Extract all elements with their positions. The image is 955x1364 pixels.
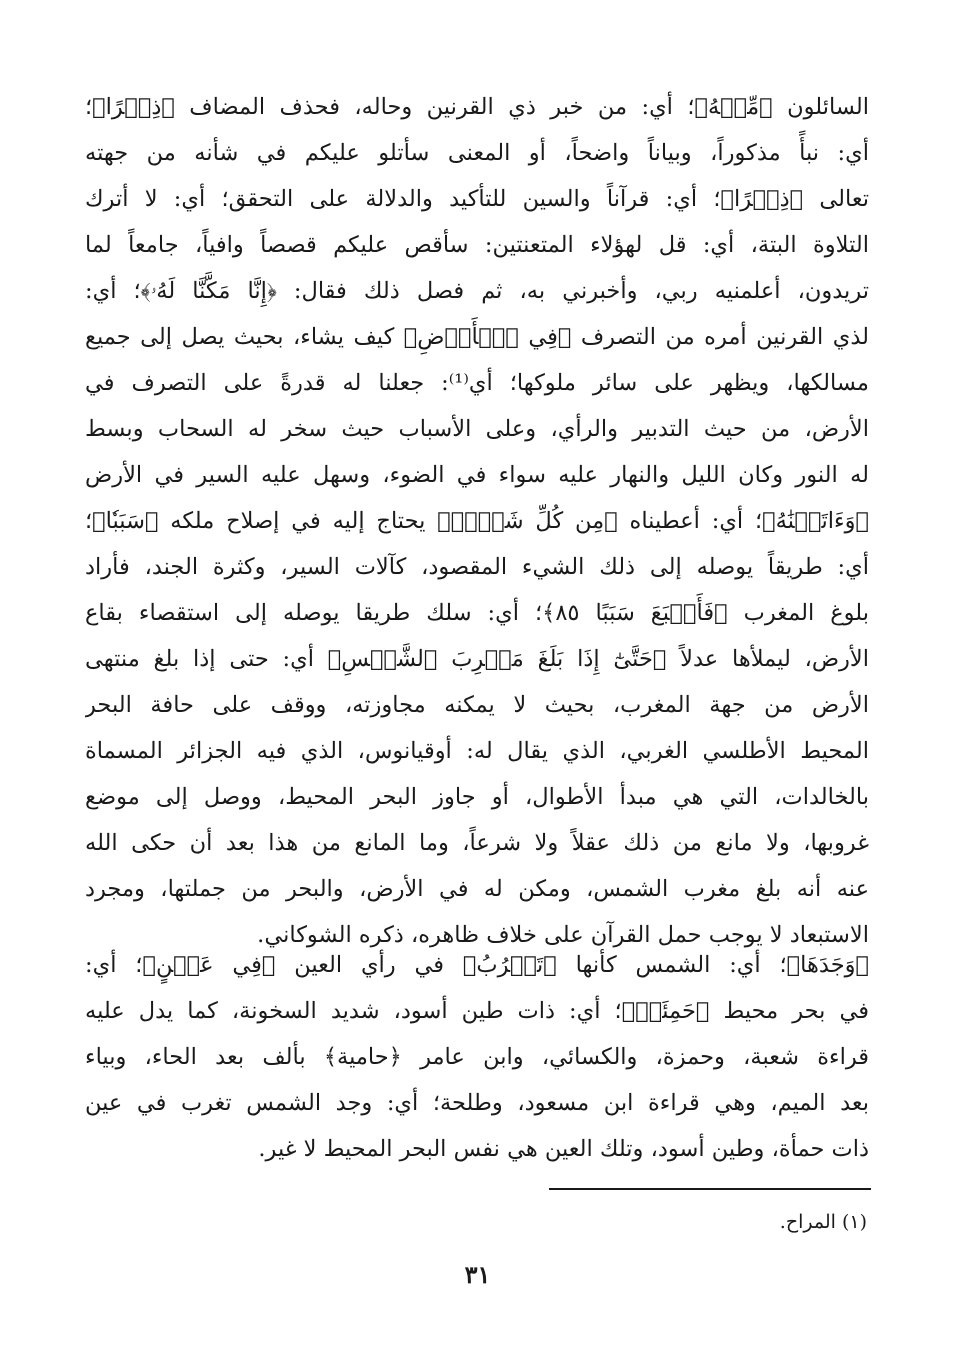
text-line: في بحر محيط ﴿حَمِئَةٖ﴾؛ أي: ذات طين أسود، شديد السخونة، كما يدل عليه	[85, 998, 869, 1024]
text-line: ذات حمأة، وطين أسود، وتلك العين هي نفس البحر المحيط لا غير.	[258, 1136, 869, 1162]
text-line: أي: طريقاً يوصله إلى ذلك الشيء المقصود، كآلات السير، وكثرة الجند، فأراد	[85, 554, 869, 580]
text-line: عنه أنه بلغ مغرب الشمس، ومكن له في الأرض، والبحر من جملتها، ومجرد	[85, 876, 869, 902]
text-line: لذي القرنين أمره من التصرف ﴿فِي ٱلۡأَرۡضِ﴾ كيف يشاء، بحيث يصل إلى جميع	[85, 324, 869, 350]
text-line: بعد الميم، وهي قراءة ابن مسعود، وطلحة؛ أي: وجد الشمس تغرب في عين	[85, 1090, 869, 1116]
text-line: مسالكها، ويظهر على سائر ملوكها؛ أي⁽¹⁾: جعلنا له قدرةً على التصرف في	[85, 370, 869, 396]
footnote-divider	[549, 1188, 871, 1190]
text-line: الأرض من جهة المغرب، بحيث لا يمكنه مجاوزته، ووقف على حافة البحر	[85, 692, 869, 718]
text-line: تعالى ﴿ذِكۡرًا﴾؛ أي: قرآناً والسين للتأكيد والدلالة على التحقق؛ أي: لا أترك	[85, 186, 869, 212]
text-line: تريدون، أعلمنيه ربي، وأخبرني به، ثم فصل ذلك فقال: ﴿إِنَّا مَكَّنَّا لَهُۥ﴾؛ أي:	[85, 278, 869, 304]
footnote: (١) المراح.	[779, 1211, 867, 1233]
page-number: ٣١	[464, 1260, 491, 1289]
text-line: ﴿وَجَدَهَا﴾؛ أي: الشمس كأنها ﴿تَغۡرُبُ﴾ في رأي العين ﴿فِي عَيۡنٍ﴾؛ أي:	[85, 952, 869, 978]
text-line: قراءة شعبة، وحمزة، والكسائي، وابن عامر ﴿حامية﴾ بألف بعد الحاء، وبياء	[85, 1044, 869, 1070]
text-line: أي: نبأً مذكوراً، وبياناً واضحاً، أو المعنى سأتلو عليكم في شأنه من جهته	[85, 140, 869, 166]
text-line: بلوغ المغرب ﴿فَأَتۡبَعَ سَبَبًا ٨٥﴾؛ أي: سلك طريقا يوصله إلى استقصاء بقاع	[85, 600, 869, 626]
text-line: الاستبعاد لا يوجب حمل القرآن على خلاف ظاهره، ذكره الشوكاني.	[257, 922, 869, 948]
text-line: بالخالدات، التي هي مبدأ الأطوال، أو جاوز البحر المحيط، ووصل إلى موضع	[85, 784, 869, 810]
text-line: ﴿وَءَاتَيۡنَٰهُ﴾؛ أي: أعطيناه ﴿مِن كُلِّ شَيۡءٖ﴾ يحتاج إليه في إصلاح ملكه ﴿سَبَبٗا﴾؛	[85, 508, 869, 534]
text-line: له النور وكان الليل والنهار عليه سواء في الضوء، وسهل عليه السير في الأرض	[85, 462, 869, 488]
text-line: السائلون ﴿مِّنۡهُ﴾؛ أي: من خبر ذي القرنين وحاله، فحذف المضاف ﴿ذِكۡرًا﴾؛	[85, 94, 869, 120]
second-paragraph	[85, 942, 869, 1172]
text-line: المحيط الأطلسي الغربي، الذي يقال له: أوقيانوس، الذي فيه الجزائر المسماة	[85, 738, 869, 764]
main-paragraph	[85, 84, 869, 958]
text-line: التلاوة البتة، أي: قل لهؤلاء المتعنتين: سأقص عليكم قصصاً وافياً، جامعاً لما	[85, 232, 869, 258]
text-line: غروبها، ولا مانع من ذلك عقلاً ولا شرعاً، وما المانع من هذا بعد أن حكى الله	[85, 830, 869, 856]
text-line: الأرض، ليملأها عدلاً ﴿حَتَّىٰٓ إِذَا بَلَغَ مَغۡرِبَ ٱلشَّمۡسِ﴾ أي: حتى إذا بلغ منتهى	[85, 646, 869, 672]
text-line: الأرض، من حيث التدبير والرأي، وعلى الأسباب حيث سخر له السحاب وبسط	[85, 416, 869, 442]
